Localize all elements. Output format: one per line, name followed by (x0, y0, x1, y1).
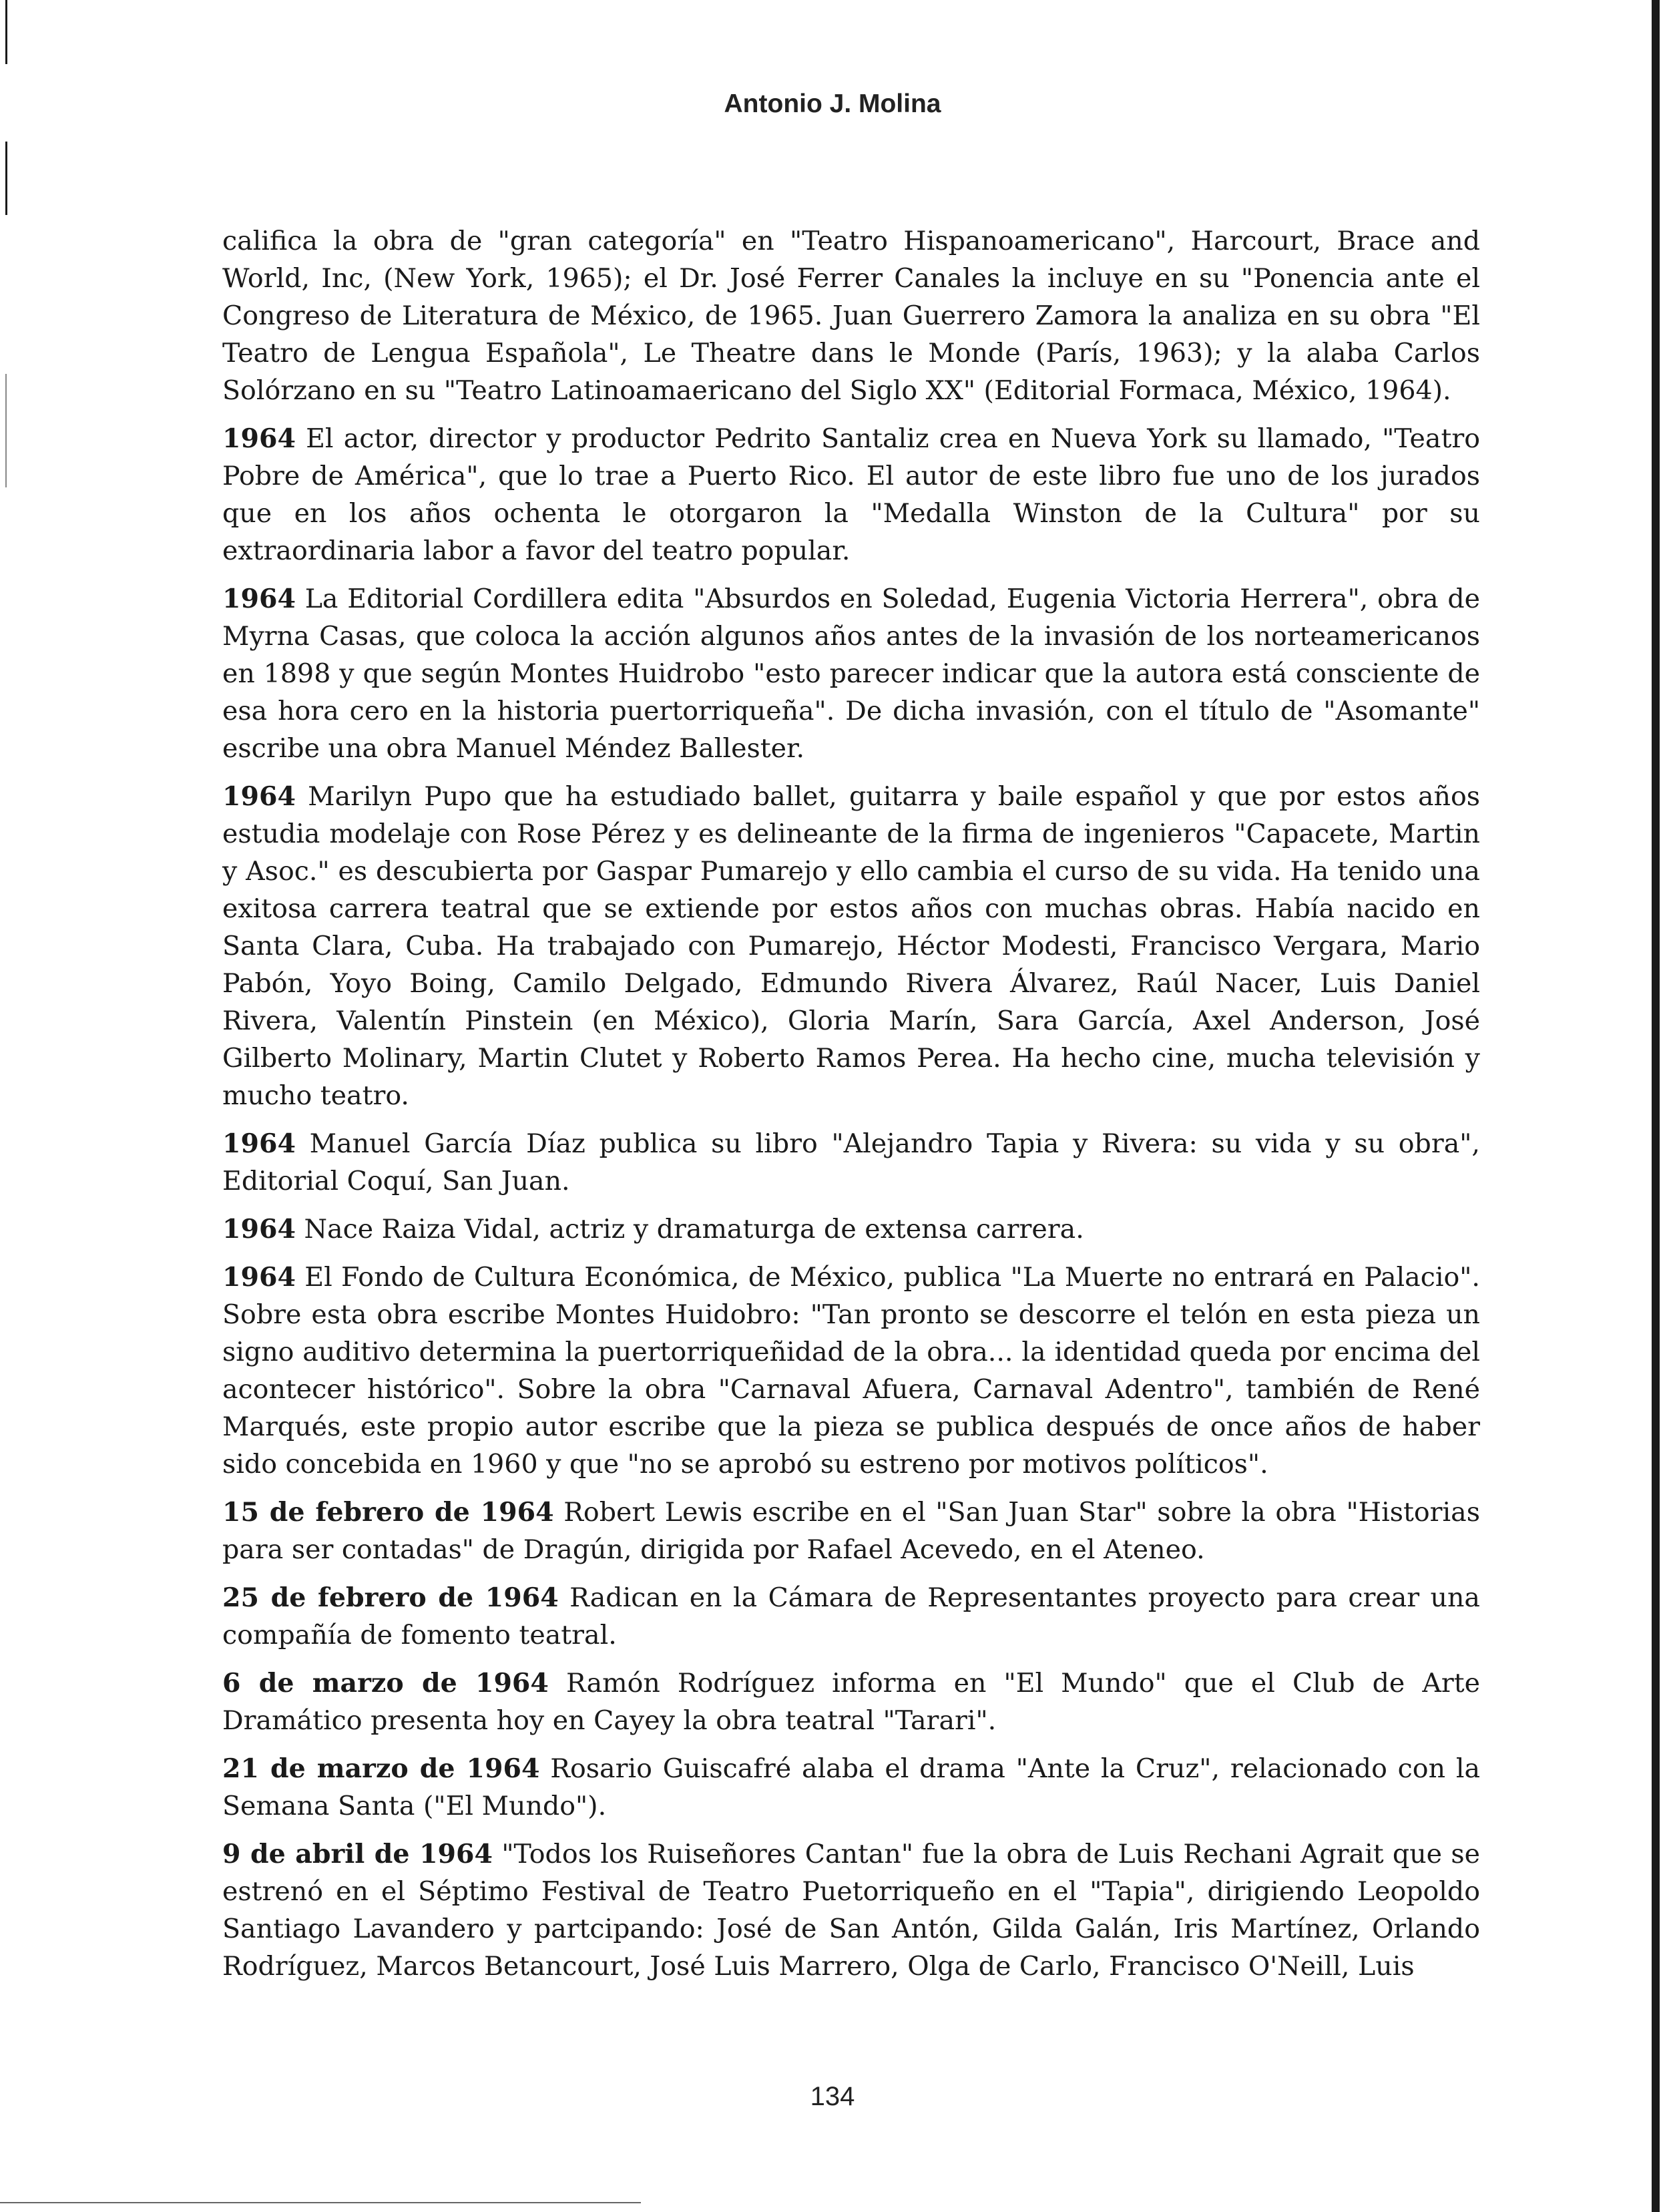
paragraph (222, 778, 1480, 1114)
paragraph (222, 1125, 1480, 1200)
entry-text: Rosario Guiscafré alaba el drama "Ante la Cruz", relacionado con la Semana Santa ("El Mundo"). (222, 1753, 1481, 1821)
scan-edge-mark-left-faint (5, 374, 7, 487)
paragraph (222, 1579, 1480, 1654)
scan-edge-bar-right (1652, 0, 1660, 2212)
scan-edge-mark-top-left (5, 0, 7, 64)
entry-text: El actor, director y productor Pedrito Santaliz crea en Nueva York su llamado, "Teatro Pobre de América", que lo trae a Puerto Rico. El autor de este libro fue uno de los jurados que en los años ochenta le otorgaron la "Medalla Winston de la Cultura" por su extraordinaria labor a favor del teatro popular. (222, 423, 1480, 566)
entry-date: 1964 (222, 781, 296, 812)
paragraph (222, 1665, 1480, 1739)
page-body (222, 222, 1480, 1996)
paragraph (222, 1210, 1480, 1248)
paragraph (222, 420, 1480, 570)
entry-text: Ramón Rodríguez informa en "El Mundo" que el Club de Arte Dramático presenta hoy en Cayey la obra teatral "Tarari". (222, 1668, 1480, 1736)
entry-text: Manuel García Díaz publica su libro "Alejandro Tapia y Rivera: su vida y su obra", Editorial Coquí, San Juan. (222, 1128, 1480, 1196)
entry-date: 21 de marzo de 1964 (222, 1753, 540, 1784)
entry-text: El Fondo de Cultura Económica, de México, publica "La Muerte no entrará en Palacio". Sobre esta obra escribe Montes Huidobro: "Tan pronto se descorre el telón en esta pieza un signo auditivo determina la puertorriqueñidad de la obra... la identidad queda por encima del acontecer histórico". Sobre la obra "Carnaval Afuera, Carnaval Adentro", también de René Marqués, este propio autor escribe que la pieza se publica después de once años de haber sido concebida en 1960 y que "no se aprobó su estreno por motivos políticos". (222, 1262, 1480, 1480)
entry-text: Nace Raiza Vidal, actriz y dramaturga de extensa carrera. (295, 1214, 1084, 1245)
scan-edge-line-bottom (0, 2202, 641, 2203)
paragraph (222, 580, 1480, 767)
entry-date: 25 de febrero de 1964 (222, 1582, 559, 1613)
running-header: Antonio J. Molina (724, 89, 941, 118)
paragraph (222, 222, 1480, 409)
paragraph (222, 1494, 1480, 1568)
entry-date: 6 de marzo de 1964 (222, 1668, 549, 1699)
entry-text: "Todos los Ruiseñores Cantan" fue la obra de Luis Rechani Agrait que se estrenó en el Séptimo Festival de Teatro Puetorriqueño en el "Tapia", dirigiendo Leopoldo Santiago Lavandero y partcipando: José de San Antón, Gilda Galán, Iris Martínez, Orlando Rodríguez, Marcos Betancourt, José Luis Marrero, Olga de Carlo, Francisco O'Neill, Luis (222, 1839, 1480, 1982)
entry-text: Radican en la Cámara de Representantes proyecto para crear una compañía de fomento teatral. (222, 1582, 1480, 1650)
entry-date: 9 de abril de 1964 (222, 1839, 493, 1869)
entry-date: 15 de febrero de 1964 (222, 1497, 554, 1528)
entry-date: 1964 (222, 584, 296, 614)
entry-date: 1964 (222, 1214, 296, 1245)
entry-text: Marilyn Pupo que ha estudiado ballet, guitarra y baile español y que por estos años estudia modelaje con Rose Pérez y es delineante de la firma de ingenieros "Capacete, Martin y Asoc." es descubierta por Gaspar Pumarejo y ello cambia el curso de su vida. Ha tenido una exitosa carrera teatral que se extiende por estos años con muchas obras. Había nacido en Santa Clara, Cuba. Ha trabajado con Pumarejo, Héctor Modesti, Francisco Vergara, Mario Pabón, Yoyo Boing, Camilo Delgado, Edmundo Rivera Álvarez, Raúl Nacer, Luis Daniel Rivera, Valentín Pinstein (en México), Gloria Marín, Sara García, Axel Anderson, José Gilberto Molinary, Martin Clutet y Roberto Ramos Perea. Ha hecho cine, mucha televisión y mucho teatro. (222, 781, 1480, 1111)
entry-date: 1964 (222, 1128, 296, 1159)
paragraph (222, 1259, 1480, 1483)
paragraph (222, 1750, 1480, 1825)
entry-text: califica la obra de "gran categoría" en "Teatro Hispanoamericano", Harcourt, Brace and World, Inc, (New York, 1965); el Dr. José Ferrer Canales la incluye en su "Ponencia ante el Congreso de Literatura de México, de 1965. Juan Guerrero Zamora la analiza en su obra "El Teatro de Lengua Española", Le Theatre dans le Monde (París, 1963); y la alaba Carlos Solórzano en su "Teatro Latinoamaericano del Siglo XX" (Editorial Formaca, México, 1964). (222, 226, 1480, 406)
paragraph (222, 1835, 1480, 1985)
entry-text: Robert Lewis escribe en el "San Juan Star" sobre la obra "Historias para ser contadas" de Dragún, dirigida por Rafael Acevedo, en el Ateneo. (222, 1497, 1480, 1565)
entry-date: 1964 (222, 423, 296, 454)
entry-text: La Editorial Cordillera edita "Absurdos en Soledad, Eugenia Victoria Herrera", obra de Myrna Casas, que coloca la acción algunos años antes de la invasión de los norteamericanos en 1898 y que según Montes Huidrobo "esto parecer indicar que la autora está consciente de esa hora cero en la historia puertorriqueña". De dicha invasión, con el título de "Asomante" escribe una obra Manuel Méndez Ballester. (222, 584, 1480, 764)
scan-edge-mark-left (5, 142, 7, 215)
page-number: 134 (810, 2082, 855, 2111)
entry-date: 1964 (222, 1262, 296, 1293)
